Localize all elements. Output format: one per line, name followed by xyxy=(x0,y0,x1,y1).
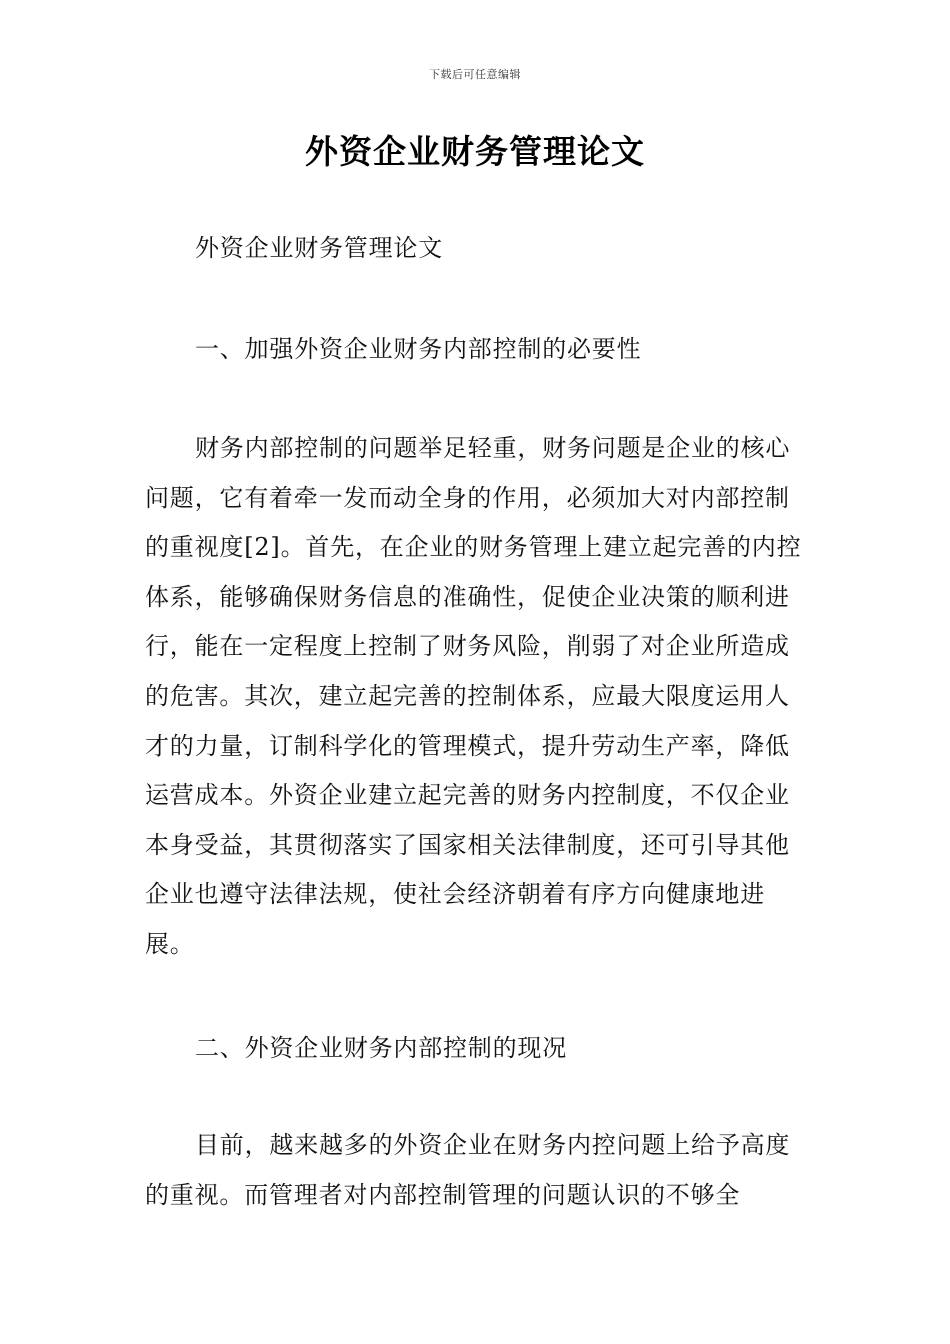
section-paragraph: 财务内部控制的问题举足轻重，财务问题是企业的核心问题，它有着牵一发而动全身的作用，必须加大对内部控制的重视度[2]。首先，在企业的财务管理上建立起完善的内控体系，能够确保财务信息的准确性，促使企业决策的顺利进行，能在一定程度上控制了财务风险，削弱了对企业所造成的危害。其次，建立起完善的控制体系，应最大限度运用人才的力量，订制科学化的管理模式，提升劳动生产率，降低运营成本。外资企业建立起完善的财务内控制度，不仅企业本身受益，其贯彻落实了国家相关法律制度，还可引导其他企业也遵守法律法规，使社会经济朝着有序方向健康地进展。 xyxy=(145,434,802,958)
section-paragraph: 目前，越来越多的外资企业在财务内控问题上给予高度的重视。而管理者对内部控制管理的问题认识的不够全 xyxy=(145,1131,791,1209)
section-heading: 一、加强外资企业财务内部控制的必要性 xyxy=(195,335,642,363)
section-heading: 二、外资企业财务内部控制的现况 xyxy=(195,1034,567,1062)
header-note: 下载后可任意编辑 xyxy=(429,68,521,81)
document-title: 外资企业财务管理论文 xyxy=(305,132,645,171)
document-subtitle: 外资企业财务管理论文 xyxy=(195,234,443,262)
